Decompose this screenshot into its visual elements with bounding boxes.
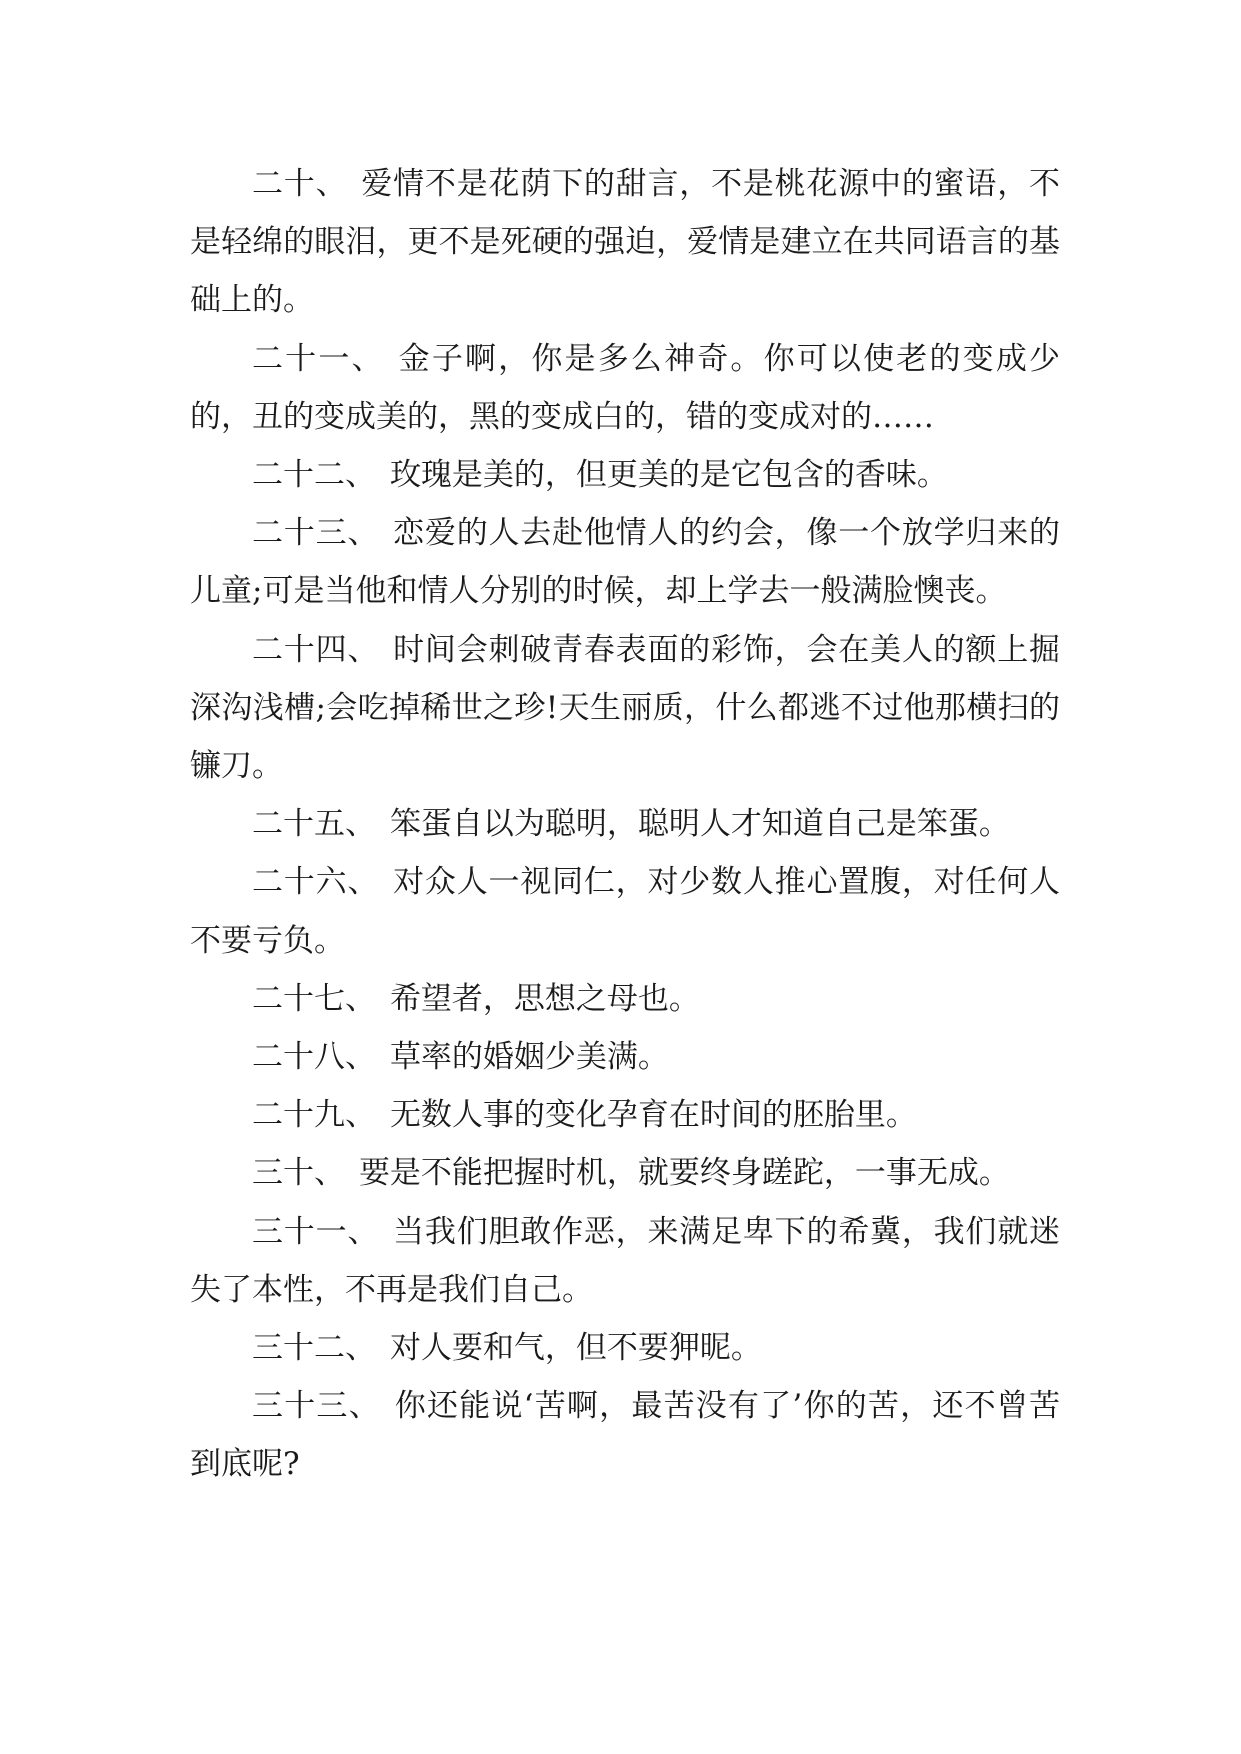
quote-paragraph: [190, 1028, 1060, 1086]
quote-text: 希望者，思想之母也。: [389, 980, 700, 1017]
quote-number: 三十、: [252, 1155, 345, 1192]
quote-paragraph: [190, 970, 1060, 1028]
quote-number: 二十七、: [252, 980, 376, 1017]
quote-paragraph: [190, 1377, 1060, 1493]
quote-number: 三十一、: [252, 1213, 380, 1250]
quote-paragraph: [190, 1144, 1060, 1202]
quote-text: 时间会刺破青春表面的彩饰，会在美人的额上掘深沟浅槽;会吃掉稀世之珍!天生丽质，什么都逃不过他那横扫的镰刀。: [190, 631, 1061, 785]
quote-text: 笨蛋自以为聪明，聪明人才知道自己是笨蛋。: [389, 806, 1010, 843]
quote-paragraph: [190, 446, 1060, 504]
quote-number: 二十九、: [252, 1097, 376, 1134]
quote-paragraph: [190, 504, 1060, 620]
quote-number: 二十五、: [252, 806, 376, 843]
quote-text: 金子啊，你是多么神奇。你可以使老的变成少的，丑的变成美的，黑的变成白的，错的变成对的……: [190, 340, 1061, 435]
quote-list: [190, 155, 1060, 1494]
quote-text: 要是不能把握时机，就要终身蹉跎，一事无成。: [358, 1155, 1010, 1192]
quote-text: 对人要和气，但不要狎昵。: [389, 1330, 762, 1367]
quote-paragraph: [190, 330, 1060, 446]
quote-text: 草率的婚姻少美满。: [389, 1039, 669, 1076]
quote-number: 二十、: [252, 166, 348, 202]
quote-paragraph: [190, 853, 1060, 969]
quote-number: 三十三、: [252, 1388, 381, 1425]
quote-number: 二十六、: [252, 864, 380, 901]
quote-paragraph: [190, 1319, 1060, 1377]
quote-paragraph: [190, 1086, 1060, 1144]
quote-text: 爱情不是花荫下的甜言，不是桃花源中的蜜语，不是轻绵的眼泪，更不是死硬的强迫，爱情是建立在共同语言的基础上的。: [190, 166, 1061, 319]
quote-text: 玫瑰是美的，但更美的是它包含的香味。: [389, 457, 948, 494]
quote-paragraph: [190, 1203, 1060, 1319]
quote-number: 二十二、: [252, 457, 376, 494]
quote-paragraph: [190, 155, 1060, 330]
quote-text: 当我们胆敢作恶，来满足卑下的希冀，我们就迷失了本性，不再是我们自己。: [190, 1213, 1061, 1308]
quote-number: 二十八、: [252, 1039, 376, 1076]
quote-number: 二十一、: [252, 340, 385, 377]
quote-number: 二十四、: [252, 631, 380, 668]
quote-paragraph: [190, 795, 1060, 853]
quote-text: 无数人事的变化孕育在时间的胚胎里。: [389, 1097, 917, 1134]
quote-text: 恋爱的人去赴他情人的约会，像一个放学归来的儿童;可是当他和情人分别的时候，却上学去一般满脸懊丧。: [190, 515, 1061, 610]
quote-number: 二十三、: [252, 515, 380, 552]
quote-text: 你还能说‘苦啊，最苦没有了’你的苦，还不曾苦到底呢?: [190, 1388, 1060, 1483]
quote-paragraph: [190, 621, 1060, 796]
quote-number: 三十二、: [252, 1330, 376, 1367]
quote-text: 对众人一视同仁，对少数人推心置腹，对任何人不要亏负。: [190, 864, 1061, 959]
